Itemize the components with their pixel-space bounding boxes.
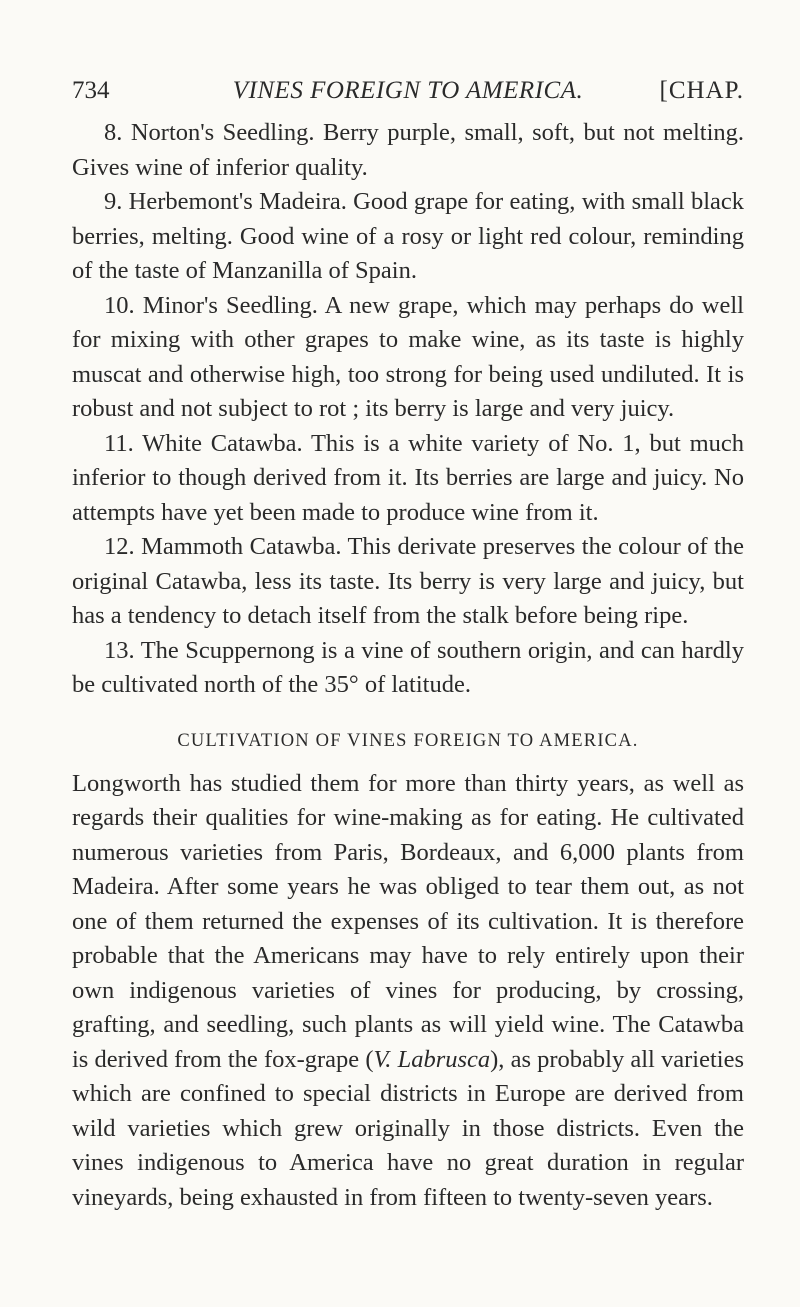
item-number: 11. [104,429,134,457]
item-number: 8. [104,119,123,146]
chapter-marker: [CHAP. [659,77,744,104]
running-header [72,74,744,108]
list-item [72,427,744,531]
item-number: 12. [104,533,135,560]
list-item [72,530,744,634]
species-name: V. Labrusca [373,1045,491,1073]
item-number: 13. [104,636,135,664]
body-text [72,116,744,1215]
item-number: 9. [104,188,123,215]
section-heading: CULTIVATION OF VINES FOREIGN TO AMERICA. [177,730,639,751]
item-text: Norton's Seedling. Berry purple, small, soft, but not melting. Gives wine of inferior quality. [72,119,745,181]
item-text: Herbemont's Madeira. Good grape for eating, with small black berries, melting. Good wine of a rosy or light red colour, reminding of the taste of Manzanilla of Spain. [72,188,744,284]
item-text: Minor's Seedling. A new grape, which may perhaps do well for mixing with other grapes to make wine, as its taste is highly muscat and otherwise high, too strong for being used undiluted. It is robust and not subject to rot ; its berry is large and very juicy. [72,291,744,422]
list-item [72,634,744,703]
item-number: 10. [104,291,135,319]
running-title: VINES FOREIGN TO AMERICA. [232,77,584,104]
paragraph-text: Longworth has studied them for more than thirty years, as well as regards their qualities for wine-making as for eating. He cultivated numerous varieties from Paris, Bordeaux, and 6,000 plants from Madeira. After some years he was obliged to tear them out, as not one of them returned the expenses of its cultivation. It is therefore probable that the Americans may have to rely entirely upon their own indigenous varieties of vines for producing, by crossing, grafting, and seedling, such plants as will yield wine. The Catawba is derived from the fox-grape ( [72,769,744,1073]
list-item [72,185,744,289]
section-paragraph [72,767,744,1216]
paragraph-text-continued: ), as probably all varieties which are confined to special districts in Europe are derived from wild varieties which grew originally in those districts. Even the vines indigenous to America have no great duration in regular vineyards, being exhausted in from fifteen to twenty-seven years. [72,1045,744,1211]
item-text: Mammoth Catawba. This derivate preserves the colour of the original Catawba, less its taste. Its berry is very large and juicy, but has a tendency to detach itself from the stalk before being ripe. [72,533,744,629]
list-item [72,116,744,185]
page-number: 734 [72,77,110,104]
list-item [72,289,744,427]
item-text: White Catawba. This is a white variety of No. 1, but much inferior to though derived from it. Its berries are large and juicy. No attempts have yet been made to produce wine from it. [72,429,745,526]
item-text: The Scuppernong is a vine of southern origin, and can hardly be cultivated north of the 35° of latitude. [72,636,744,698]
